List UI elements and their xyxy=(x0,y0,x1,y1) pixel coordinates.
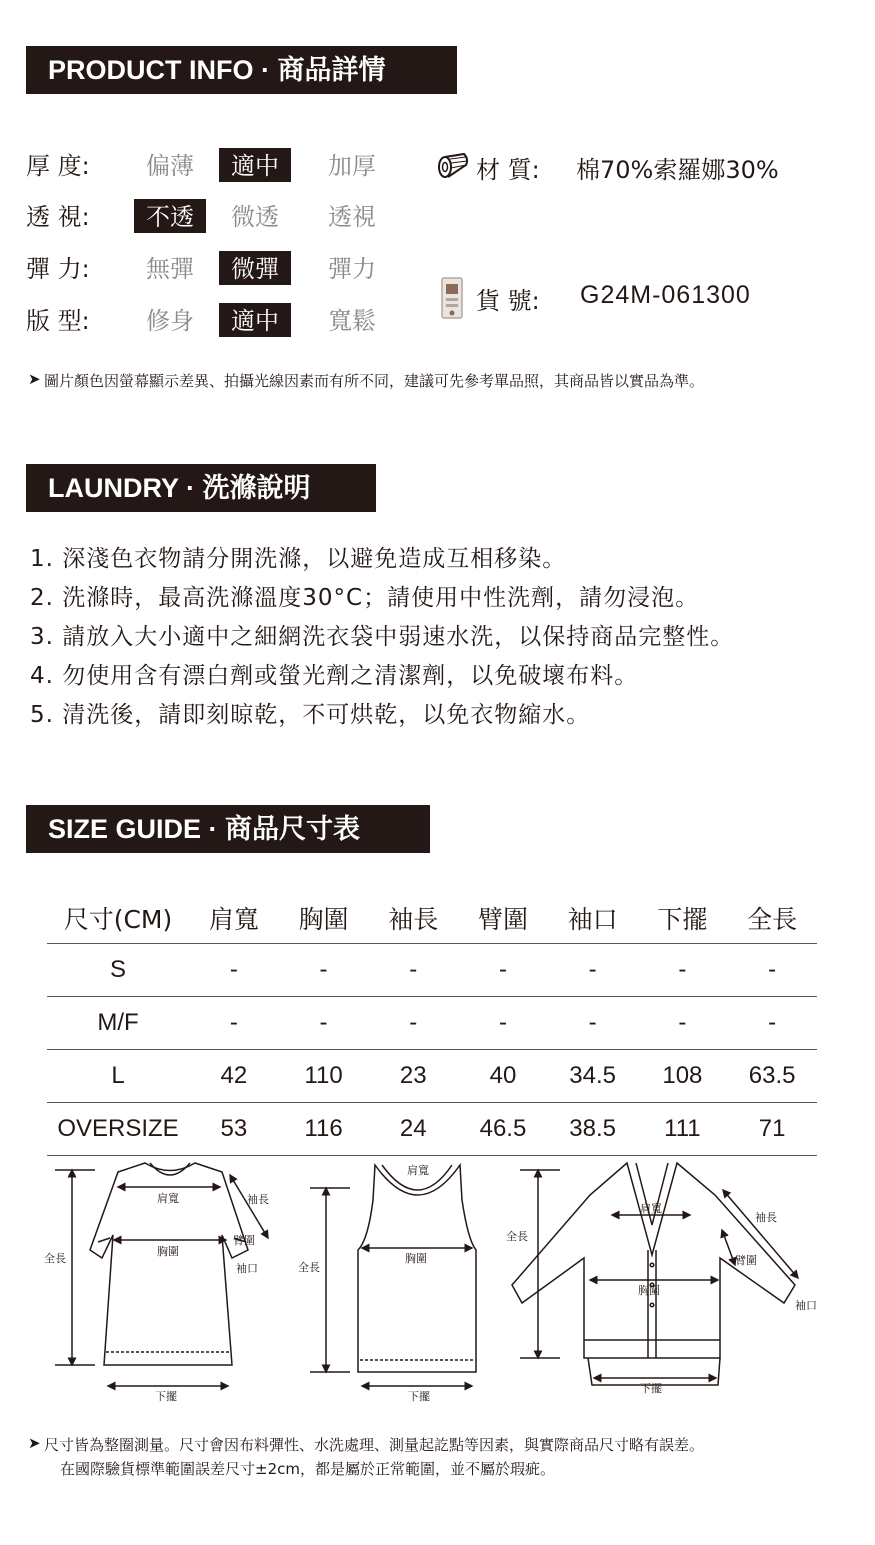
attribute-option-selected: 適中 xyxy=(219,303,291,337)
size-column-header: 下擺 xyxy=(638,893,728,944)
cardigan-chest-label: 胸圍 xyxy=(638,1284,660,1297)
size-table xyxy=(47,893,817,1156)
size-value-cell: - xyxy=(548,997,638,1050)
sku-label: 貨 號: xyxy=(476,287,540,315)
attribute-option: 無彈 xyxy=(146,255,194,283)
tank-length-label: 全長 xyxy=(298,1261,320,1274)
tag-icon xyxy=(440,276,464,320)
size-value-cell: - xyxy=(727,944,817,997)
size-column-header: 尺寸(CM) xyxy=(47,893,189,944)
attribute-option-selected: 微彈 xyxy=(219,251,291,285)
laundry-item: 5. 清洗後，請即刻晾乾，不可烘乾，以免衣物縮水。 xyxy=(30,702,591,728)
tshirt-hem-label: 下擺 xyxy=(155,1390,177,1403)
product-info-header: PRODUCT INFO · 商品詳情 xyxy=(26,46,457,94)
size-column-header: 肩寬 xyxy=(189,893,279,944)
cardigan-hem-label: 下擺 xyxy=(640,1382,662,1395)
size-value-cell: 23 xyxy=(368,1050,458,1103)
size-value-cell: - xyxy=(458,997,548,1050)
cardigan-sleeve-label: 袖長 xyxy=(755,1211,777,1224)
size-value-cell: 42 xyxy=(189,1050,279,1103)
laundry-header: LAUNDRY · 洗滌說明 xyxy=(26,464,376,512)
arrow-icon: ➤ xyxy=(28,1434,41,1452)
size-name-cell: S xyxy=(47,944,189,997)
laundry-item: 3. 請放入大小適中之細網洗衣袋中弱速水洗，以保持商品完整性。 xyxy=(30,624,735,650)
size-value-cell: - xyxy=(368,997,458,1050)
size-name-cell: OVERSIZE xyxy=(47,1103,189,1156)
size-value-cell: - xyxy=(548,944,638,997)
size-name-cell: M/F xyxy=(47,997,189,1050)
laundry-item: 2. 洗滌時，最高洗滌溫度30°C；請使用中性洗劑，請勿浸泡。 xyxy=(30,585,700,611)
tshirt-length-label: 全長 xyxy=(44,1252,66,1265)
cardigan-diagram xyxy=(512,1163,798,1385)
size-value-cell: 46.5 xyxy=(458,1103,548,1156)
size-note-1 xyxy=(28,1434,705,1455)
laundry-item: 4. 勿使用含有漂白劑或螢光劑之清潔劑，以免破壞布料。 xyxy=(30,663,639,689)
attribute-label: 版 型: xyxy=(26,307,90,335)
attribute-option: 修身 xyxy=(146,307,194,335)
size-value-cell: - xyxy=(279,997,369,1050)
size-column-header: 全長 xyxy=(727,893,817,944)
attribute-label: 彈 力: xyxy=(26,255,90,283)
size-name-cell: L xyxy=(47,1050,189,1103)
size-value-cell: - xyxy=(638,997,728,1050)
size-value-cell: - xyxy=(458,944,548,997)
tshirt-chest-label: 胸圍 xyxy=(157,1245,179,1258)
cardigan-arm-label: 臂圍 xyxy=(735,1254,757,1267)
size-row xyxy=(47,1050,817,1103)
size-row xyxy=(47,944,817,997)
attribute-option: 透視 xyxy=(328,203,376,231)
tank-chest-label: 胸圍 xyxy=(405,1252,427,1265)
size-value-cell: 40 xyxy=(458,1050,548,1103)
attribute-label: 厚 度: xyxy=(26,152,90,180)
attribute-option: 寬鬆 xyxy=(328,307,376,335)
color-note xyxy=(28,370,705,391)
size-value-cell: - xyxy=(189,944,279,997)
tshirt-cuff-label: 袖口 xyxy=(236,1262,258,1275)
material-label: 材 質: xyxy=(476,156,540,184)
size-value-cell: 71 xyxy=(727,1103,817,1156)
size-value-cell: - xyxy=(368,944,458,997)
size-column-header: 袖口 xyxy=(548,893,638,944)
tank-diagram xyxy=(310,1165,476,1386)
size-value-cell: 111 xyxy=(638,1103,728,1156)
arrow-icon: ➤ xyxy=(28,370,41,388)
size-column-header: 臂圍 xyxy=(458,893,548,944)
size-table-header xyxy=(47,893,817,944)
garment-diagrams xyxy=(0,1150,875,1410)
tank-shoulder-label: 肩寬 xyxy=(407,1164,429,1177)
size-note-1-text: 尺寸皆為整圈測量。尺寸會因布料彈性、水洗處理、測量起訖點等因素，與實際商品尺寸略有誤差。 xyxy=(44,1436,705,1454)
laundry-item: 1. 深淺色衣物請分開洗滌，以避免造成互相移染。 xyxy=(30,546,567,572)
size-note-2: 在國際驗貨標準範圍誤差尺寸±2cm，都是屬於正常範圍，並不屬於瑕疵。 xyxy=(60,1460,555,1478)
tshirt-shoulder-label: 肩寬 xyxy=(157,1192,179,1205)
size-value-cell: 38.5 xyxy=(548,1103,638,1156)
attribute-option: 偏薄 xyxy=(146,152,194,180)
attribute-option: 彈力 xyxy=(328,255,376,283)
color-note-text: 圖片顏色因螢幕顯示差異、拍攝光線因素而有所不同，建議可先參考單品照，其商品皆以實品為準。 xyxy=(44,372,705,390)
cardigan-shoulder-label: 肩寬 xyxy=(640,1202,662,1215)
attribute-label: 透 視: xyxy=(26,203,90,231)
laundry-list xyxy=(30,540,734,735)
tank-hem-label: 下擺 xyxy=(408,1390,430,1403)
size-value-cell: - xyxy=(279,944,369,997)
size-value-cell: 63.5 xyxy=(727,1050,817,1103)
size-column-header: 胸圍 xyxy=(279,893,369,944)
size-value-cell: 53 xyxy=(189,1103,279,1156)
sku-value: G24M-061300 xyxy=(580,281,751,309)
size-value-cell: - xyxy=(727,997,817,1050)
attribute-option-selected: 不透 xyxy=(134,199,206,233)
size-row xyxy=(47,997,817,1050)
tshirt-arm-label: 臂圍 xyxy=(233,1234,255,1247)
tshirt-sleeve-label: 袖長 xyxy=(247,1193,269,1206)
size-value-cell: 24 xyxy=(368,1103,458,1156)
size-value-cell: - xyxy=(189,997,279,1050)
fabric-roll-icon xyxy=(436,151,472,181)
attribute-option: 加厚 xyxy=(328,152,376,180)
size-column-header: 袖長 xyxy=(368,893,458,944)
cardigan-cuff-label: 袖口 xyxy=(795,1299,817,1312)
attribute-option: 微透 xyxy=(231,203,279,231)
attribute-option-selected: 適中 xyxy=(219,148,291,182)
material-value: 棉70%索羅娜30% xyxy=(576,156,779,184)
cardigan-length-label: 全長 xyxy=(506,1230,528,1243)
size-value-cell: - xyxy=(638,944,728,997)
size-guide-header: SIZE GUIDE · 商品尺寸表 xyxy=(26,805,430,853)
size-value-cell: 34.5 xyxy=(548,1050,638,1103)
size-row xyxy=(47,1103,817,1156)
size-value-cell: 110 xyxy=(279,1050,369,1103)
size-value-cell: 108 xyxy=(638,1050,728,1103)
size-value-cell: 116 xyxy=(279,1103,369,1156)
